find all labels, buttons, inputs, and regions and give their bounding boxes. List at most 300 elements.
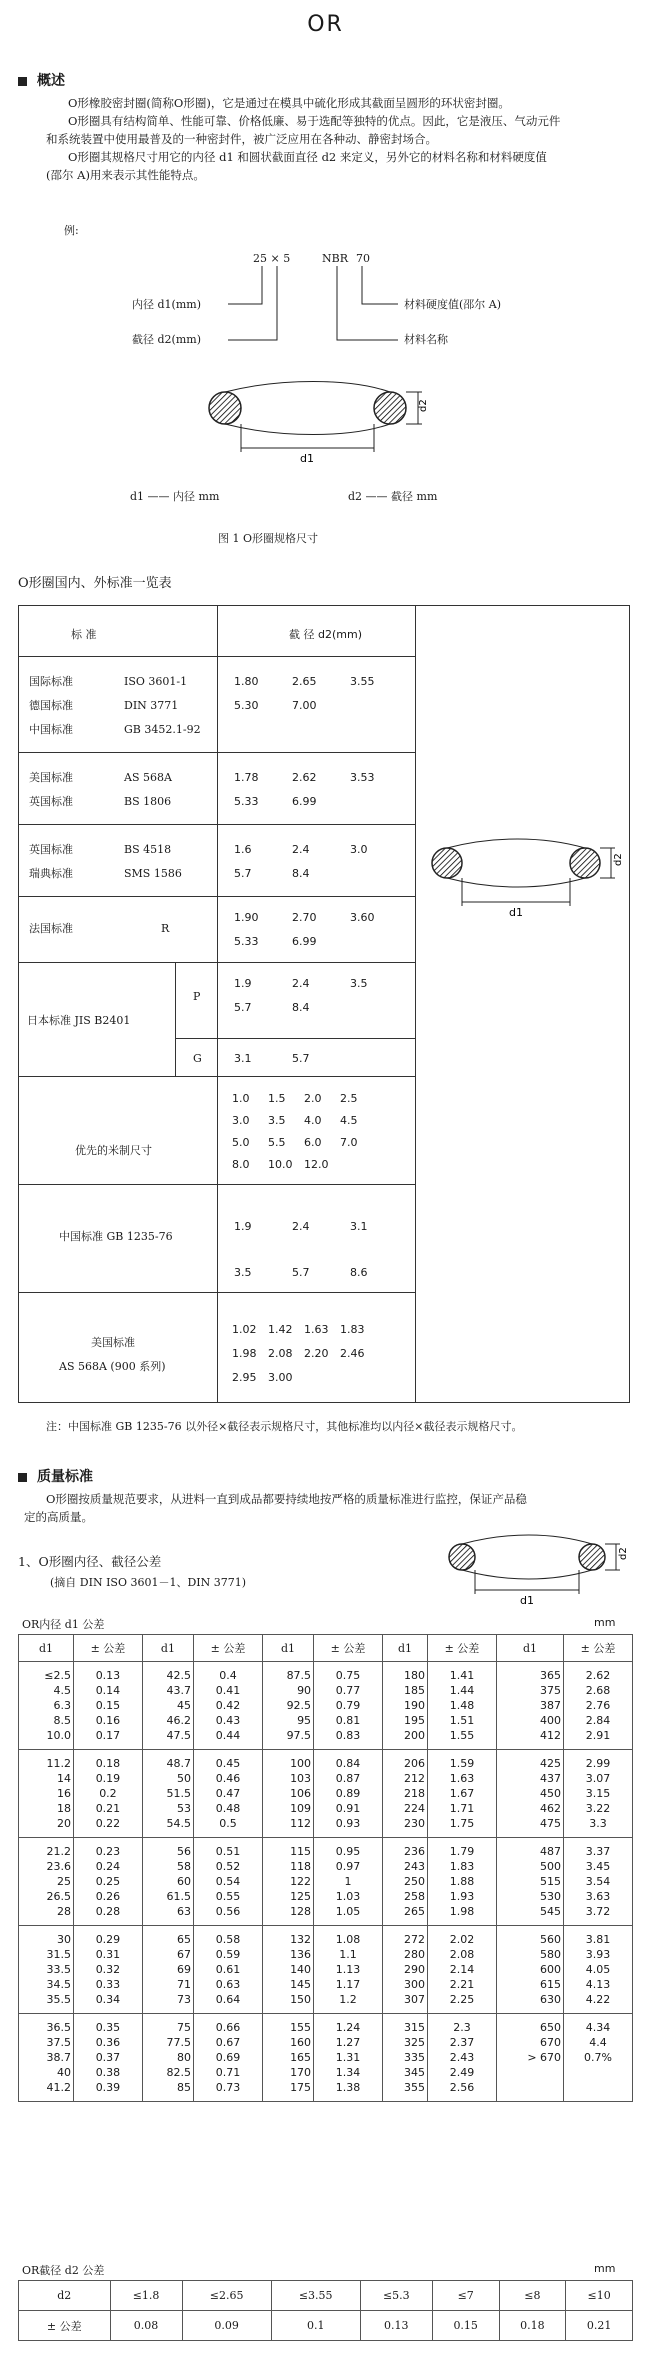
table-value: 3.63 — [585, 1890, 611, 1903]
table-value: 4.5 — [53, 1684, 71, 1697]
table-value: 1.13 — [335, 1963, 361, 1976]
table-value: 3.72 — [585, 1905, 611, 1918]
table-value: 0.44 — [215, 1729, 241, 1742]
table-cell — [74, 2014, 143, 2102]
table-value: 412 — [540, 1729, 562, 1742]
table-value: 21.2 — [46, 1845, 71, 1858]
table-value: 145 — [290, 1978, 312, 1991]
table-value: 1.44 — [449, 1684, 475, 1697]
oring-figure-3 — [440, 1532, 640, 1612]
std-row-4-values: 1.90 2.70 3.60 5.33 6.99 — [234, 911, 375, 948]
table-cell — [314, 1750, 383, 1838]
table-value: 0.93 — [335, 1817, 361, 1830]
table-value: 212 — [404, 1772, 426, 1785]
table-value: 0.52 — [215, 1860, 241, 1873]
table-value: 4.05 — [585, 1963, 611, 1976]
table-value: 150 — [290, 1993, 312, 2006]
table-value: 1.34 — [335, 2066, 361, 2079]
table-cell — [74, 1838, 143, 1926]
d1-tolerance-table — [18, 1634, 633, 2102]
table-value: 0.29 — [95, 1933, 121, 1946]
col-header-diameter: 截 径 d2(mm) — [289, 628, 362, 641]
table-value: 3.15 — [585, 1787, 611, 1800]
table-cell — [19, 2014, 74, 2102]
table-value: 160 — [290, 2036, 312, 2049]
table-value: 0.47 — [215, 1787, 241, 1800]
table-value: 0.26 — [95, 1890, 121, 1903]
table-value: 300 — [404, 1978, 426, 1991]
table-cell — [19, 1662, 74, 1750]
jis-p-values: 1.9 2.4 3.5 5.7 8.4 — [234, 977, 368, 1014]
table-value: 26.5 — [46, 1890, 71, 1903]
table-value: 2.91 — [585, 1729, 611, 1742]
table-cell — [74, 1926, 143, 2014]
table-value: 2.02 — [449, 1933, 475, 1946]
svg-text:d1: d1 — [300, 452, 314, 465]
d2-tolerance-table — [18, 2280, 633, 2341]
col-d1: d1 — [142, 1635, 193, 1662]
std-row-1-values: 1.80 2.65 3.55 5.30 7.00 — [234, 675, 375, 712]
table-value: 132 — [290, 1933, 312, 1946]
col-tol: ± 公差 — [314, 1635, 383, 1662]
table-cell — [194, 2014, 263, 2102]
table-value: 33.5 — [46, 1963, 71, 1976]
table-value: 630 — [540, 1993, 562, 2006]
table-value: 100 — [290, 1757, 312, 1770]
table-value: 230 — [404, 1817, 426, 1830]
table-d1-label: OR内径 d1 公差 — [22, 1618, 105, 1631]
table-value: 1.1 — [339, 1948, 357, 1961]
table-value: 140 — [290, 1963, 312, 1976]
oring-figure-1 — [200, 380, 440, 500]
us900-label-1: 美国标准 — [91, 1336, 135, 1349]
col-d1: d1 — [262, 1635, 313, 1662]
standards-table — [18, 605, 630, 1403]
table-value: 103 — [290, 1772, 312, 1785]
table-value: 3.45 — [585, 1860, 611, 1873]
table-cell — [496, 1662, 563, 1750]
table-value: 0.18 — [95, 1757, 121, 1770]
d2-value-row — [19, 2311, 633, 2341]
table-value: 1.83 — [449, 1860, 475, 1873]
table-value: 4.34 — [585, 2021, 611, 2034]
d2-header-row — [19, 2281, 633, 2311]
table-cell — [496, 2014, 563, 2102]
table-d2-label: OR截径 d2 公差 — [22, 2264, 105, 2277]
standards-heading: O形圈国内、外标准一览表 — [18, 576, 172, 591]
material-label: 材料名称 — [404, 333, 448, 346]
d2-value-cell: 0.09 — [182, 2311, 271, 2341]
table-value: 1.2 — [339, 1993, 357, 2006]
table-value — [566, 2065, 630, 2080]
table-value: 46.2 — [166, 1714, 192, 1727]
table-value: 170 — [290, 2066, 312, 2079]
table-value: 42.5 — [166, 1669, 192, 1682]
table-value: 0.31 — [95, 1948, 121, 1961]
table-value: 6.3 — [53, 1699, 71, 1712]
col-tol: ± 公差 — [564, 1635, 633, 1662]
table-value: 0.64 — [215, 1993, 241, 2006]
table-value: 0.34 — [95, 1993, 121, 2006]
d2-header-cell: ≤3.55 — [271, 2281, 360, 2311]
table-value: 560 — [540, 1933, 562, 1946]
table-cell — [314, 1662, 383, 1750]
table-value: 95 — [297, 1714, 312, 1727]
col-d1: d1 — [382, 1635, 427, 1662]
table-cell — [314, 1838, 383, 1926]
table-value: 236 — [404, 1845, 426, 1858]
example-hardness: 70 — [356, 252, 370, 265]
table-value: 0.19 — [95, 1772, 121, 1785]
d2-header-cell: ≤10 — [566, 2281, 633, 2311]
table-value: 0.63 — [215, 1978, 241, 1991]
table-value: 365 — [540, 1669, 562, 1682]
table-value: 2.84 — [585, 1714, 611, 1727]
table-value: 11.2 — [46, 1757, 71, 1770]
table-value: 0.48 — [215, 1802, 241, 1815]
table-value: 2.62 — [585, 1669, 611, 1682]
overview-text: O形橡胶密封圈(简称O形圈)，它是通过在模具中硫化形成其截面呈圆形的环状密封圈。 O形圈具有结构简单、性能可靠、价格低廉、易于选配等独特的优点。因此，它是液压、气动元件 和系统装置中使用最普及的一种密封件，被广泛应用在各种动、静密封场合。 O形圈其规格尺寸用它的内径 d1 和圆状截面直径 d2 来定义，另外它的材料名称和材料硬度值 (邵尔 A)用来表示其性能特点。 — [46, 96, 561, 182]
table-cell — [428, 2014, 497, 2102]
table-value: ≤2.5 — [44, 1669, 71, 1682]
table-value: 1.08 — [335, 1933, 361, 1946]
table-value: 2.3 — [453, 2021, 471, 2034]
table-value: 53 — [177, 1802, 192, 1815]
cross-diameter-label: 截径 d2(mm) — [132, 333, 201, 346]
table-value: 1.55 — [449, 1729, 475, 1742]
table-value: 0.32 — [95, 1963, 121, 1976]
table-row — [19, 1750, 633, 1838]
table-value: 0.38 — [95, 2066, 121, 2079]
table-value: 185 — [404, 1684, 426, 1697]
section-bullet-icon — [18, 1473, 27, 1482]
table-value: 0.81 — [335, 1714, 361, 1727]
table-cell — [74, 1750, 143, 1838]
table-value: 41.2 — [46, 2081, 71, 2094]
table-value: 1.17 — [335, 1978, 361, 1991]
table-value: 1.31 — [335, 2051, 361, 2064]
table-value: 2.43 — [449, 2051, 475, 2064]
table-cell — [382, 1750, 427, 1838]
table-value: 325 — [404, 2036, 426, 2049]
d2-value-cell: 0.18 — [499, 2311, 566, 2341]
table-value: 1.41 — [449, 1669, 475, 1682]
standards-note: 注：中国标准 GB 1235-76 以外径×截径表示规格尺寸，其他标准均以内径×截径表示规格尺寸。 — [46, 1420, 523, 1433]
std-row-2-values: 1.78 2.62 3.53 5.33 6.99 — [234, 771, 375, 808]
table-value: 106 — [290, 1787, 312, 1800]
table-value: 0.25 — [95, 1875, 121, 1888]
table-cell — [428, 1838, 497, 1926]
d2-header-cell: ≤8 — [499, 2281, 566, 2311]
table-value: 0.13 — [95, 1669, 121, 1682]
table-value: 0.33 — [95, 1978, 121, 1991]
pref-values: 1.0 1.5 2.0 2.5 3.0 3.5 4.0 4.5 5.0 5.5 6.0 7.0 8.0 10.0 12.0 — [232, 1092, 358, 1171]
table-value: 0.39 — [95, 2081, 121, 2094]
table-value: 0.45 — [215, 1757, 241, 1770]
col-tol: ± 公差 — [428, 1635, 497, 1662]
table-value: 243 — [404, 1860, 426, 1873]
jis-g-label: G — [193, 1052, 202, 1065]
d2-header-cell: ≤7 — [432, 2281, 499, 2311]
table-value: 0.5 — [219, 1817, 237, 1830]
d2-value-cell: ± 公差 — [19, 2311, 111, 2341]
table-value: 0.23 — [95, 1845, 121, 1858]
table-value: 36.5 — [46, 2021, 71, 2034]
table-value: 67 — [177, 1948, 192, 1961]
table-value: 1.03 — [335, 1890, 361, 1903]
figure-caption: 图 1 O形圈规格尺寸 — [218, 532, 319, 545]
table-value: 4.13 — [585, 1978, 611, 1991]
std-row-3-values: 1.6 2.4 3.0 5.7 8.4 — [234, 843, 368, 880]
table-value: 0.15 — [95, 1699, 121, 1712]
example-material: NBR — [322, 252, 348, 265]
table-value: 0.17 — [95, 1729, 121, 1742]
d2-header-cell: d2 — [19, 2281, 111, 2311]
table-value: 0.35 — [95, 2021, 121, 2034]
table-value: 437 — [540, 1772, 562, 1785]
table-cell — [262, 1838, 313, 1926]
table-value: 4.22 — [585, 1993, 611, 2006]
table-value: 0.75 — [335, 1669, 361, 1682]
table-value: 462 — [540, 1802, 562, 1815]
table-value: 2.25 — [449, 1993, 475, 2006]
table-value: 1.75 — [449, 1817, 475, 1830]
table-value: 1.51 — [449, 1714, 475, 1727]
table-value: 290 — [404, 1963, 426, 1976]
gb-values: 1.9 2.4 3.1 3.5 5.7 8.6 — [234, 1220, 368, 1279]
std-row-4: 法国标准 R — [29, 922, 170, 935]
example-label: 例: — [64, 224, 79, 237]
table-value: 8.5 — [53, 1714, 71, 1727]
table-value: 0.66 — [215, 2021, 241, 2034]
col-header-standard: 标 准 — [71, 628, 97, 641]
table-header-row — [19, 1635, 633, 1662]
table-value: 0.16 — [95, 1714, 121, 1727]
table-value: 75 — [177, 2021, 192, 2034]
table-cell — [19, 1838, 74, 1926]
col-tol: ± 公差 — [74, 1635, 143, 1662]
table-cell — [194, 1662, 263, 1750]
table-value: 2.68 — [585, 1684, 611, 1697]
table-value: 615 — [540, 1978, 562, 1991]
table-value: 47.5 — [166, 1729, 192, 1742]
table-value: 0.59 — [215, 1948, 241, 1961]
table-value: 265 — [404, 1905, 426, 1918]
table-value: > 670 — [527, 2051, 562, 2064]
d1-caption: d1 —— 内径 mm — [130, 490, 220, 503]
table-cell — [194, 1838, 263, 1926]
table-value: 125 — [290, 1890, 312, 1903]
table-value: 92.5 — [286, 1699, 312, 1712]
table-value: 25 — [57, 1875, 71, 1888]
table-value: 0.71 — [215, 2066, 241, 2079]
table-value: 307 — [404, 1993, 426, 2006]
table-value: 425 — [540, 1757, 562, 1770]
std-row-3: 英国标准 BS 4518 瑞典标准 SMS 1586 — [29, 843, 182, 880]
table-value: 0.42 — [215, 1699, 241, 1712]
table-value: 0.77 — [335, 1684, 361, 1697]
d2-value-cell: 0.08 — [110, 2311, 182, 2341]
table-value: 580 — [540, 1948, 562, 1961]
table-cell — [74, 1662, 143, 1750]
col-d1: d1 — [19, 1635, 74, 1662]
table-value: 54.5 — [166, 1817, 192, 1830]
table-value: 387 — [540, 1699, 562, 1712]
table-value: 1.24 — [335, 2021, 361, 2034]
table-value: 515 — [540, 1875, 562, 1888]
table-value: 109 — [290, 1802, 312, 1815]
table-value: 16 — [57, 1787, 71, 1800]
table-value: 600 — [540, 1963, 562, 1976]
col-d1: d1 — [496, 1635, 563, 1662]
table-value: 0.67 — [215, 2036, 241, 2049]
table-value: 118 — [290, 1860, 312, 1873]
table-value: 2.08 — [449, 1948, 475, 1961]
oring-figure-2 — [423, 836, 629, 936]
table-value: 31.5 — [46, 1948, 71, 1961]
d2-header-cell: ≤1.8 — [110, 2281, 182, 2311]
table-value: 315 — [404, 2021, 426, 2034]
table-cell — [564, 2014, 633, 2102]
table-value: 3.37 — [585, 1845, 611, 1858]
table-value: 0.69 — [215, 2051, 241, 2064]
table-value: 165 — [290, 2051, 312, 2064]
table-value: 0.61 — [215, 1963, 241, 1976]
table-value: 0.56 — [215, 1905, 241, 1918]
table-value: 1.38 — [335, 2081, 361, 2094]
table-row — [19, 1926, 633, 2014]
table-value: 3.07 — [585, 1772, 611, 1785]
table-value: 206 — [404, 1757, 426, 1770]
table-value: 136 — [290, 1948, 312, 1961]
table-value: 51.5 — [166, 1787, 192, 1800]
overview-heading: 概述 — [18, 70, 65, 90]
table-cell — [194, 1750, 263, 1838]
table-value: 0.89 — [335, 1787, 361, 1800]
table-value: 34.5 — [46, 1978, 71, 1991]
table-value: 90 — [297, 1684, 312, 1697]
table-value: 2.99 — [585, 1757, 611, 1770]
table-cell — [564, 1926, 633, 2014]
jis-p-label: P — [193, 990, 201, 1003]
table-value: 1.59 — [449, 1757, 475, 1770]
table-cell — [142, 1750, 193, 1838]
table-value: 112 — [290, 1817, 312, 1830]
table-cell — [314, 1926, 383, 2014]
table-value: 0.21 — [95, 1802, 121, 1815]
table-value: 40 — [57, 2066, 71, 2079]
table-value: 1.93 — [449, 1890, 475, 1903]
table-value: 3.3 — [589, 1817, 607, 1830]
table-value: 1.63 — [449, 1772, 475, 1785]
table-value: 0.51 — [215, 1845, 241, 1858]
table-cell — [142, 1662, 193, 1750]
table-value: 345 — [404, 2066, 426, 2079]
table-cell — [382, 1926, 427, 2014]
inner-diameter-label: 内径 d1(mm) — [132, 298, 201, 311]
table-value: 56 — [177, 1845, 192, 1858]
table-value: 190 — [404, 1699, 426, 1712]
table-cell — [382, 1662, 427, 1750]
table-value: 87.5 — [286, 1669, 312, 1682]
table-value: 375 — [540, 1684, 562, 1697]
table-value: 1.88 — [449, 1875, 475, 1888]
table-cell — [142, 2014, 193, 2102]
table-cell — [382, 2014, 427, 2102]
table-cell — [496, 1838, 563, 1926]
table-value: 58 — [177, 1860, 192, 1873]
std-row-2: 美国标准 AS 568A 英国标准 BS 1806 — [29, 771, 172, 808]
table-value: 0.43 — [215, 1714, 241, 1727]
table-value: 3.93 — [585, 1948, 611, 1961]
hardness-label: 材料硬度值(邵尔 A) — [404, 298, 502, 311]
table-value: 335 — [404, 2051, 426, 2064]
table-value: 175 — [290, 2081, 312, 2094]
table-value: 85 — [177, 2081, 192, 2094]
table-value: 0.24 — [95, 1860, 121, 1873]
table-value — [499, 2065, 561, 2080]
table-value: 0.7% — [584, 2051, 612, 2064]
d2-value-cell: 0.15 — [432, 2311, 499, 2341]
table-value: 180 — [404, 1669, 426, 1682]
table-value: 2.21 — [449, 1978, 475, 1991]
table-value: 475 — [540, 1817, 562, 1830]
table-value: 77.5 — [166, 2036, 192, 2049]
table-value: 1.98 — [449, 1905, 475, 1918]
table-value: 45 — [177, 1699, 192, 1712]
table-value: 0.87 — [335, 1772, 361, 1785]
table-value: 2.14 — [449, 1963, 475, 1976]
table-cell — [496, 1750, 563, 1838]
table-value: 0.73 — [215, 2081, 241, 2094]
table-value: 97.5 — [286, 1729, 312, 1742]
table-value: 530 — [540, 1890, 562, 1903]
table-value: 0.2 — [99, 1787, 117, 1800]
table-value: 0.36 — [95, 2036, 121, 2049]
table-value: 272 — [404, 1933, 426, 1946]
table-d2-unit: mm — [594, 2262, 616, 2275]
table-value: 63 — [177, 1905, 192, 1918]
table-value: 20 — [57, 1817, 71, 1830]
table-value: 38.7 — [46, 2051, 71, 2064]
d2-value-cell: 0.13 — [360, 2311, 432, 2341]
table-value: 0.58 — [215, 1933, 241, 1946]
table-value: 2.49 — [449, 2066, 475, 2079]
table-value — [499, 2080, 561, 2095]
table-value: 14 — [57, 1772, 71, 1785]
table-value: 48.7 — [166, 1757, 192, 1770]
svg-text:d1: d1 — [509, 906, 523, 919]
table-cell — [262, 2014, 313, 2102]
table-cell — [262, 1662, 313, 1750]
table-value: 0.84 — [335, 1757, 361, 1770]
us900-label-2: AS 568A (900 系列) — [59, 1360, 166, 1373]
table-cell — [142, 1926, 193, 2014]
table-value: 0.95 — [335, 1845, 361, 1858]
table-cell — [382, 1838, 427, 1926]
table-value: 258 — [404, 1890, 426, 1903]
quality-heading: 质量标准 — [18, 1466, 93, 1486]
table-value: 650 — [540, 2021, 562, 2034]
table-cell — [19, 1750, 74, 1838]
table-value: 71 — [177, 1978, 192, 1991]
table-value: 73 — [177, 1993, 192, 2006]
table-value: 0.37 — [95, 2051, 121, 2064]
table-value: 400 — [540, 1714, 562, 1727]
table-value: 155 — [290, 2021, 312, 2034]
table-value: 3.22 — [585, 1802, 611, 1815]
table-value: 1.79 — [449, 1845, 475, 1858]
